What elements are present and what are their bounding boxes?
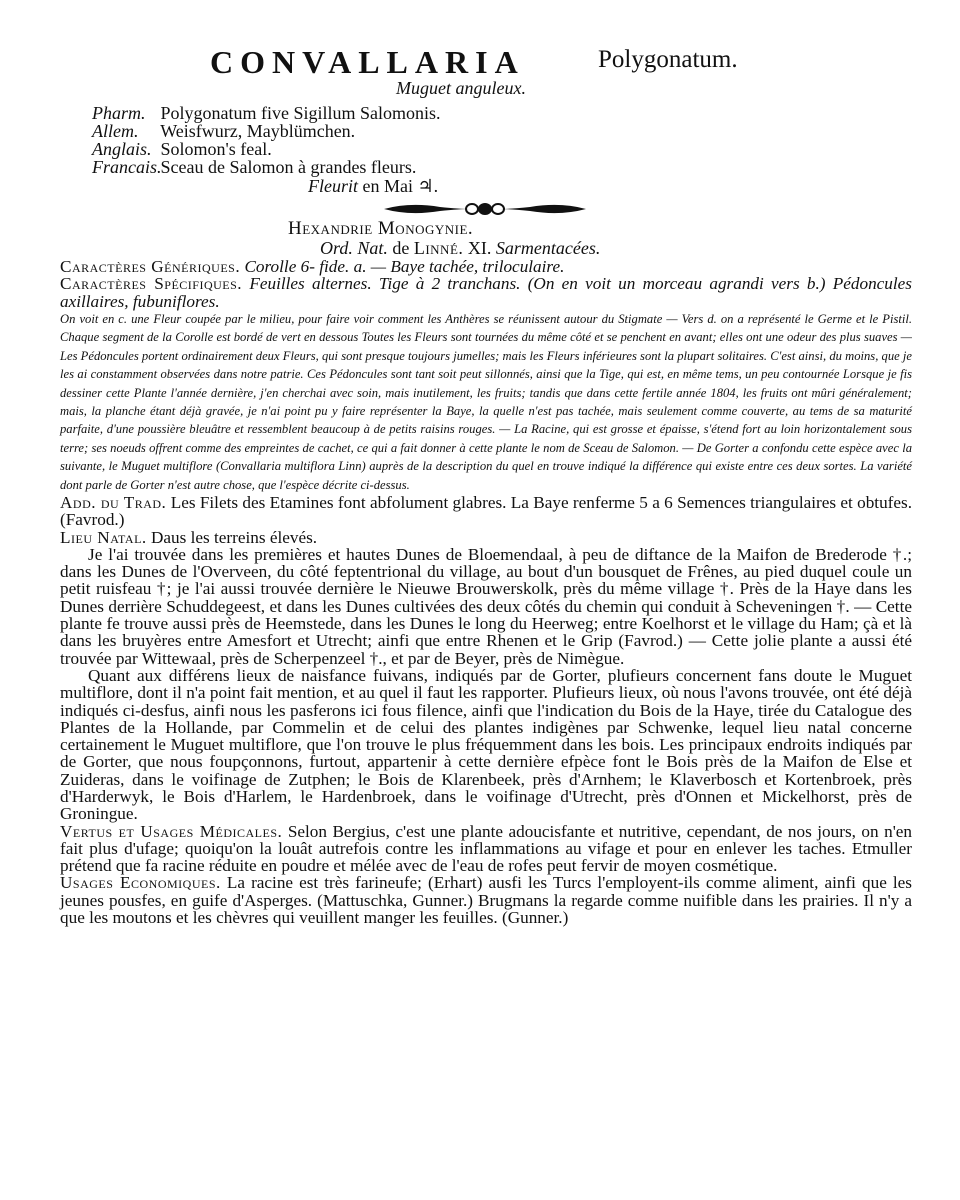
name-lang: Allem. xyxy=(92,121,139,141)
genus-title: CONVALLARIA xyxy=(210,44,525,80)
ord-number: XI. xyxy=(467,238,492,258)
ord-author: Linné. xyxy=(413,238,464,258)
section-label: Lieu Natal. xyxy=(60,527,147,547)
flowering-time xyxy=(308,176,438,197)
ord-prefix: Ord. Nat. xyxy=(320,238,388,258)
species-title: Polygonatum. xyxy=(598,46,738,73)
common-name: Muguet anguleux. xyxy=(396,78,526,98)
section-text: Selon Bergius, c'est une plante adoucisfante et nutritive, cependant, de nos jours, on n'en fait plus d'ufage; quoiqu'on la louât autrefois contre les inflammations au vifage et pour en enlever les taches. Etmuller prétend que fa racine réduite en poudre et mélée avec de l'eau de rofes peut fervir de moyen cosmétique. xyxy=(60,821,913,876)
specific-characters xyxy=(60,275,912,310)
name-row xyxy=(92,140,692,158)
name-text: Weisfwurz, Mayblümchen. xyxy=(160,121,356,141)
section-text: Les Filets des Etamines font abfolument glabres. La Baye renferme 5 a 6 Semences triangulaires et obtufes. (Favrod.) xyxy=(60,492,913,530)
medicinal-uses xyxy=(60,823,912,875)
bloom-text: en Mai ♃. xyxy=(362,176,439,196)
section-label: Caractères Spécifiques. xyxy=(60,274,243,294)
habitat-paragraph: Quant aux différens lieux de naisfance fuivans, indiqués par de Gorter, plufieurs concernent fans doute le Muguet multiflore, dont il n'a point fait mention, et au quel il faut les rapporter. Plufieurs lieux, où nous l'avons trouvée, ont été déjà indiqués ci-desfus, ainfi nous les pasferons ici fous filence, ainfi que l'indication du Bois de la Haye, tirée du Catalogue des Plantes de la Hollande, par Commelin et de celui des plantes indigènes par Schwenke, lequel lieu natal concerne certainement le Muguet multiflore, que l'on trouve le plus fréquemment dans les bois. Les principaux endroits indiqués par de Gorter, que nous foupçonnons, furtout, appartenir à cette dernière efpèce font le Bois près de la Maifon de Else et Zuideras, dans le voifinage de Zutphen; le Bois de Klarenbeek, près d'Arnhem; le Klaverbosch et Kortenbroek, près d'Harderwyk, le Bois d'Harlem, le Hardenbroek, dans le voifinage d'Utrecht, près d'Onnen et Mickelhorst, près de Groningue. xyxy=(60,665,912,824)
ord-name: Sarmentacées. xyxy=(495,238,601,258)
habitat-paragraph: Je l'ai trouvée dans les premières et hautes Dunes de Bloemendaal, à peu de diftance de la Maifon de Brederode †.; dans les Dunes de l'Overveen, du côté feptentrional du village, au bout d'un bousquet de Frênes, au pied duquel coule un petit ruisfeau †; je l'ai aussi trouvée dernière le Nieuwe Brouwerskolk, près du même village †. Près de la Haye dans les Dunes derrière Schuddegeest, et dans les Dunes cultivées des deux côtés du chemin qui conduit à Scheveningen †. — Cette plante fe trouve aussi près de Heemstede, dans les Dunes le long du Heerweg; entre Koelhorst et le village du Ham; çà et là dans les bruyères entre Amesfort et Utrecht; ainfi que entre Rhenen et le Grip (Favrod.) — Cette jolie plante a aussi été trouvée par Wittewaal, près de Scherpenzeel †., et par de Beyer, près de Nimègue. xyxy=(60,544,912,668)
linnaean-class: Hexandrie Monogynie. xyxy=(288,218,474,239)
descriptive-note: On voit en c. une Fleur coupée par le milieu, pour faire voir comment les Anthères se réunissent autour du Stigmate — Vers d. on a représenté le Germe et le Pistil. Chaque segment de la Corolle est bordé de vert en dessous Toutes les Fleurs sont tournées du même côté et se penchent en avant; elles ont une odeur des plus suaves — Les Pédoncules portent ordinairement deux Fleurs, qui sont presque toujours jumelles; mais les Fleurs inférieures sont la plupart solitaires. C'est ainsi, du moins, que je les ai constamment observées dans notre patrie. Ces Pédoncules sont tant soit peut sillonnés, ainsi que la Tige, qui est, en même tems, un peu contournée Lorsque je fis dessiner cette Plante l'année dernière, j'en cherchai avec soin, mais inutilement, les fruits; tandis que dans cette fertile année 1804, les fruits ont mûri généralement; mais, la planche étant déjà gravée, je n'ai point pu y faire représenter la Baye, la quelle n'est pas tachée, mais seulement comme couverte, au tems de sa maturité parfaite, d'une poussière bleuâtre et ressemblent beaucoup à de petits raisins rouges. — La Racine, qui est grosse et épaisse, s'étend fort au loin horizontalement sous terre; ses noeuds offrent comme des empreintes de cachet, ce qui a fait donner à cette plante le nom de Sceau de Salomon. — De Gorter a confondu cette espèce avec la suivante, le Muguet multiflore (Convallaria multiflora Linn) auprès de la description du quel en trouve indiqué la différence qui existe entre ces deux sortes. La variété dont parle de Gorter n'est autre chose, que l'espèce décrite ci-dessus. xyxy=(60,311,912,492)
name-row xyxy=(92,104,692,122)
section-text: Daus les terreins élevés. xyxy=(151,527,318,547)
ord-de: de xyxy=(392,238,410,258)
economic-uses xyxy=(60,874,912,926)
section-text: La racine est très farineufe; (Erhart) ausfi les Turcs l'employent-ils comme aliment, ainfi que les jeunes pousfes, en guife d'Asperges. (Mattuschka, Gunner.) Brugmans la regarde comme nuifible dans les prairies. Il n'y a que les moutons et les chèvres qui veuillent manger les feuilles. (Gunner.) xyxy=(60,873,912,928)
section-label: Usages Economiques. xyxy=(60,873,221,893)
name-row xyxy=(92,122,692,140)
name-text: Sceau de Salomon à grandes fleurs. xyxy=(160,157,417,177)
vernacular-names xyxy=(92,104,692,176)
bloom-label: Fleurit xyxy=(308,176,358,196)
generic-characters xyxy=(60,258,912,275)
section-label: Caractères Génériques. xyxy=(60,257,241,276)
name-text: Polygonatum five Sigillum Salomonis. xyxy=(160,103,441,123)
main-text xyxy=(60,258,912,926)
natural-order xyxy=(320,238,600,259)
ornament-divider xyxy=(380,198,590,220)
name-row xyxy=(92,158,692,176)
habitat-heading xyxy=(60,529,912,546)
section-text: Feuilles alternes. Tige à 2 tranchans. (On en voit un morceau agrandi vers b.) Pédoncules axillaires, fubuniflores. xyxy=(60,274,912,311)
section-label: Add. du Trad. xyxy=(60,492,167,512)
name-lang: Francais. xyxy=(92,157,162,177)
section-text: Corolle 6- fide. a. — Baye tachée, triloculaire. xyxy=(244,257,565,276)
name-text: Solomon's feal. xyxy=(160,139,272,159)
section-label: Vertus et Usages Médicales. xyxy=(60,821,283,841)
name-lang: Pharm. xyxy=(92,103,146,123)
name-lang: Anglais. xyxy=(92,139,152,159)
translator-addition xyxy=(60,494,912,529)
